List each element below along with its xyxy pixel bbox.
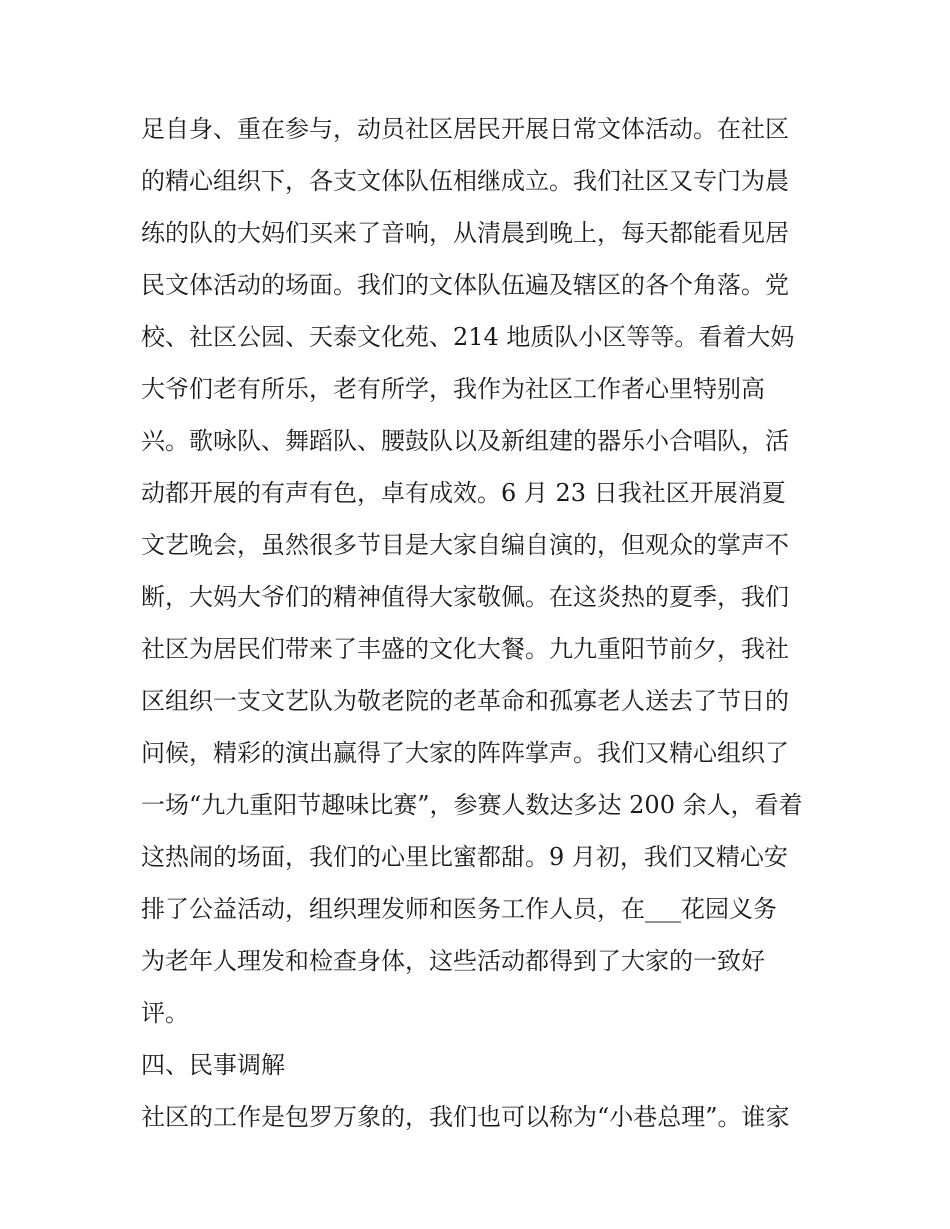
text-line: 社区的工作是包罗万象的，我们也可以称为“小巷总理”。谁家 [141,1103,790,1131]
text-line: 一场“九九重阳节趣味比赛”，参赛人数达多达 200 余人，看着 [141,791,803,819]
text-line: 区组织一支文艺队为敬老院的老革命和孤寡老人送去了节日的 [141,687,789,715]
text-line: 民文体活动的场面。我们的文体队伍遍及辖区的各个角落。党 [141,271,789,299]
text-line: 这热闹的场面，我们的心里比蜜都甜。9 月初，我们又精心安 [141,843,788,871]
text-line: 动都开展的有声有色，卓有成效。6 月 23 日我社区开展消夏 [141,479,786,507]
text-line: 断，大妈大爷们的精神值得大家敬佩。在这炎热的夏季，我们 [141,583,789,611]
text-line: 练的队的大妈们买来了音响，从清晨到晚上，每天都能看见居 [141,219,789,247]
text-line: 的精心组织下，各支文体队伍相继成立。我们社区又专门为晨 [141,167,789,195]
text-line: 大爷们老有所乐，老有所学，我作为社区工作者心里特别高 [141,375,765,403]
text-line: 评。 [141,999,189,1027]
text-line: 排了公益活动，组织理发师和医务工作人员，在___花园义务 [141,895,777,923]
section-heading: 四、民事调解 [141,1051,285,1079]
text-line: 文艺晚会，虽然很多节目是大家自编自演的，但观众的掌声不 [141,531,789,559]
body-text [141,103,821,1143]
text-line: 校、社区公园、天泰文化苑、214 地质队小区等等。看着大妈 [141,323,795,351]
text-line: 足自身、重在参与，动员社区居民开展日常文体活动。在社区 [141,115,789,143]
text-line: 兴。歌咏队、舞蹈队、腰鼓队以及新组建的器乐小合唱队，活 [141,427,789,455]
text-line: 社区为居民们带来了丰盛的文化大餐。九九重阳节前夕，我社 [141,635,789,663]
text-line: 为老年人理发和检查身体，这些活动都得到了大家的一致好 [141,947,765,975]
text-line: 问候，精彩的演出赢得了大家的阵阵掌声。我们又精心组织了 [141,739,789,767]
